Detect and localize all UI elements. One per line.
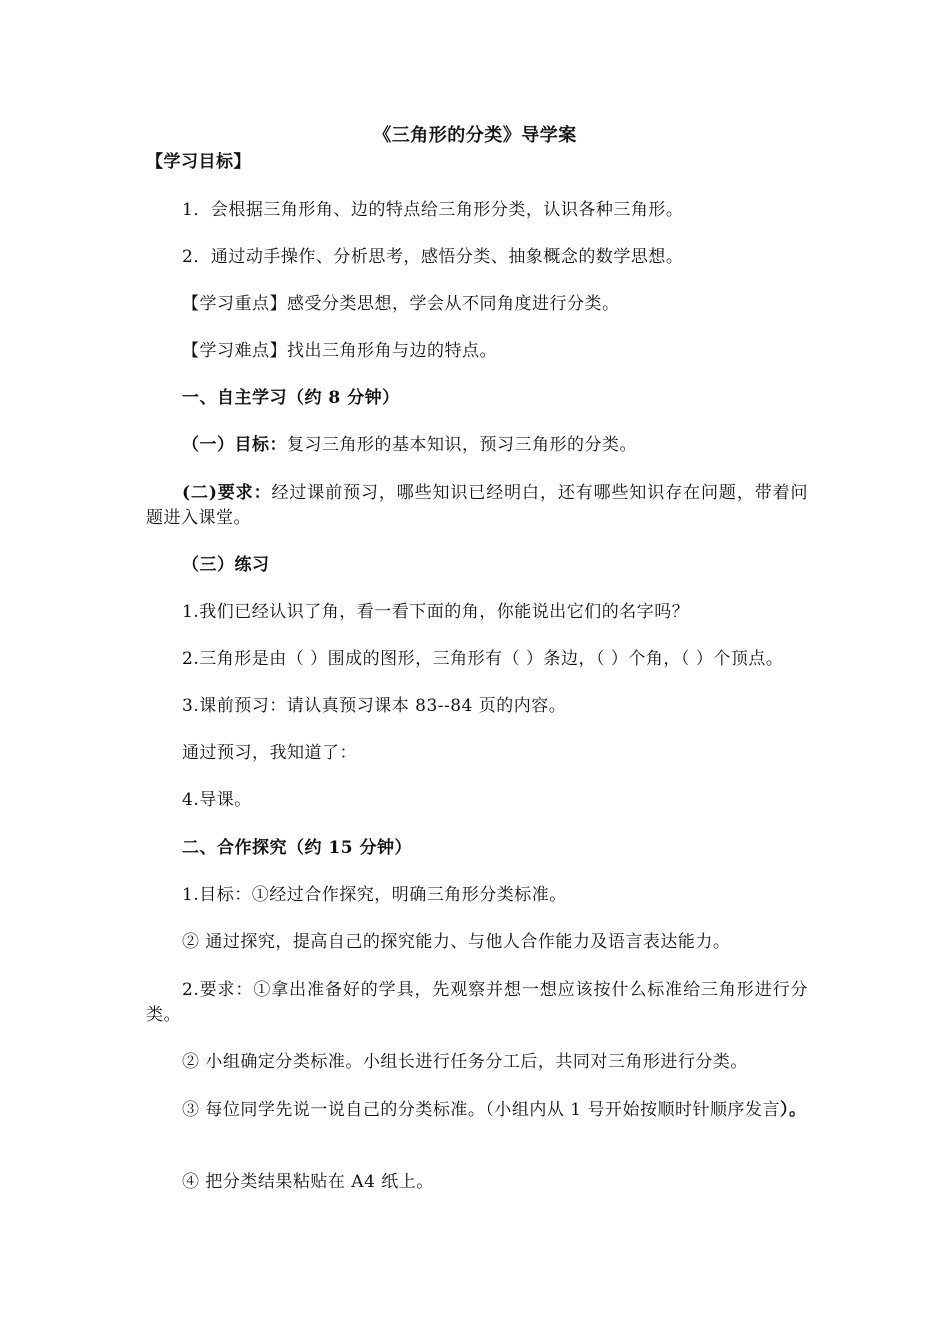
part-1-target-text: 复习三角形的基本知识，预习三角形的分类。 <box>287 435 637 455</box>
practice-question-3: 3.课前预习：请认真预习课本 83--84 页的内容。 <box>182 696 567 716</box>
part-2-heading: 二、合作探究（约 15 分钟） <box>182 838 412 858</box>
part-2-requirement-1: 2.要求：①拿出准备好的学具，先观察并想一想应该按什么标准给三角形进行分类。 <box>146 980 808 1025</box>
part-1-requirement-label: (二)要求： <box>182 483 272 503</box>
part-1-requirement-text: 经过课前预习，哪些知识已经明白，还有哪些知识存在问题，带着问题进入课堂。 <box>146 483 809 528</box>
part-2-requirement-2: ② 小组确定分类标准。小组长进行任务分工后，共同对三角形进行分类。 <box>182 1052 748 1072</box>
part-1-heading: 一、自主学习（约 8 分钟） <box>182 388 400 408</box>
difficult-point: 【学习难点】找出三角形角与边的特点。 <box>182 341 497 361</box>
practice-question-1: 1.我们已经认识了角，看一看下面的角，你能说出它们的名字吗？ <box>182 602 690 622</box>
part-1-requirement <box>146 481 808 531</box>
part-2-target-1: 1.目标：①经过合作探究，明确三角形分类标准。 <box>182 885 567 905</box>
practice-question-3-follow: 通过预习，我知道了： <box>182 743 357 763</box>
part-2-requirement-3-main: ③ 每位同学先说一说自己的分类标准。（小组内从 1 号开始按顺时针顺序发言 <box>182 1100 781 1120</box>
part-2-requirement-3 <box>146 1098 808 1123</box>
key-point: 【学习重点】感受分类思想，学会从不同角度进行分类。 <box>182 294 620 314</box>
practice-question-4: 4.导课。 <box>182 790 252 810</box>
part-1-target <box>182 433 637 457</box>
practice-heading: （三）练习 <box>182 555 270 575</box>
part-1-target-label: （一）目标： <box>182 435 287 455</box>
document-title: 《三角形的分类》导学案 <box>373 125 577 146</box>
part-2-requirement-4: ④ 把分类结果粘贴在 A4 纸上。 <box>182 1172 434 1192</box>
practice-question-2: 2.三角形是由（ ）围成的图形，三角形有（ ）条边，（ ）个角，（ ）个顶点。 <box>182 649 784 669</box>
goals-heading: 【学习目标】 <box>146 152 251 172</box>
goal-item-1: 1．会根据三角形角、边的特点给三角形分类，认识各种三角形。 <box>182 200 684 220</box>
part-2-requirement-3-end: ）。 <box>780 1100 807 1120</box>
part-2-target-2: ② 通过探究，提高自己的探究能力、与他人合作能力及语言表达能力。 <box>182 932 731 952</box>
goal-item-2: 2．通过动手操作、分析思考，感悟分类、抽象概念的数学思想。 <box>182 247 684 267</box>
